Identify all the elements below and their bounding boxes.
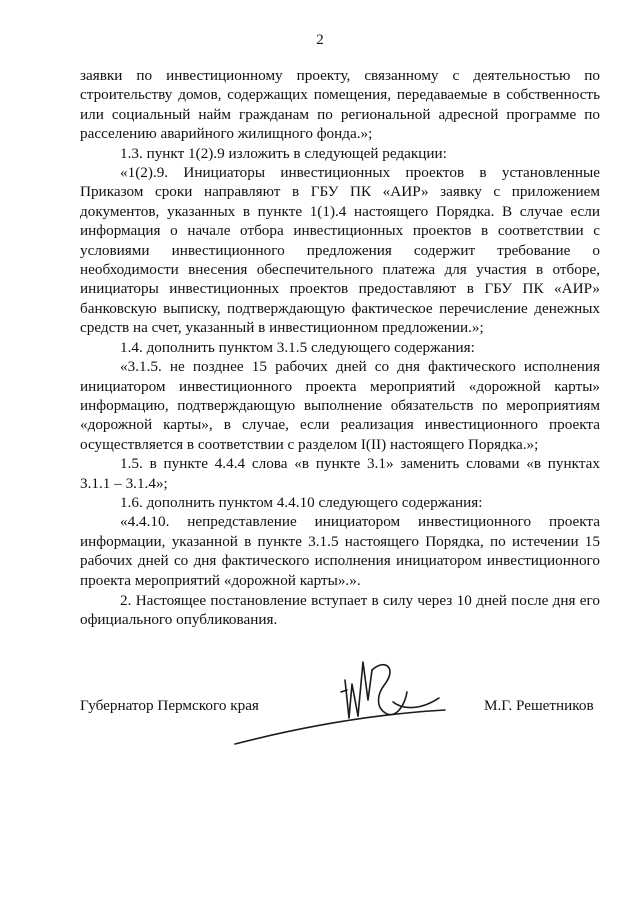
signatory-title: Губернатор Пермского края	[80, 697, 259, 714]
signatory-name: М.Г. Решетников	[484, 697, 594, 714]
paragraph-item-1-5: 1.5. в пункте 4.4.4 слова «в пункте 3.1» заменить словами «в пунктах 3.1.1 – 3.1.4»;	[80, 455, 600, 492]
paragraph-continuation: заявки по инвестиционному проекту, связанному с деятельностью по строительству домов, содержащих помещения, передаваемые в собственность или социальный найм гражданам по региональной адресной программе по расселению аварийного жилищного фонда.»;	[80, 67, 600, 143]
paragraph-clause-4-4-10: «4.4.10. непредставление инициатором инвестиционного проекта информации, указанной в пункте 3.1.5 настоящего Порядка, по истечении 15 рабочих дней со дня фактического исполнения инициатором инвестиционного проекта мероприятий «дорожной карты».».	[80, 513, 600, 589]
paragraph-item-1-6: 1.6. дополнить пунктом 4.4.10 следующего содержания:	[120, 493, 483, 511]
paragraph-item-1-3: 1.3. пункт 1(2).9 изложить в следующей редакции:	[120, 144, 447, 162]
paragraph-clause-1-2-9: «1(2).9. Инициаторы инвестиционных проектов в установленные Приказом сроки направляют в ГБУ ПК «АИР» заявку с приложением документов, указанных в пункте 1(1).4 настоящего Порядка. В случае если информация о начале отбора инвестиционных проектов в соответствии с условиями инвестиционного предложения содержит требование о необходимости внесения обеспечительного платежа для участия в отборе, инициаторы инвестиционных проектов предоставляют в ГБУ ПК «АИР» банковскую выписку, подтверждающую фактическое перечисление денежных средств на счет, указанный в инвестиционном предложении.»;	[80, 164, 600, 337]
paragraph-item-2: 2. Настоящее постановление вступает в силу через 10 дней после дня его официального опубликования.	[80, 591, 600, 629]
handwritten-signature	[225, 640, 475, 750]
page-number: 2	[316, 32, 324, 48]
paragraph-item-1-4: 1.4. дополнить пунктом 3.1.5 следующего содержания:	[120, 338, 475, 356]
document-body	[80, 66, 600, 630]
paragraph-clause-3-1-5: «3.1.5. не позднее 15 рабочих дней со дня фактического исполнения инициатором инвестиционного проекта мероприятий «дорожной карты» информацию, подтверждающую выполнение обязательств по мероприятиям «дорожной карты», в случае, если реализация инвестиционного проекта осуществляется в соответствии с разделом I(II) настоящего Порядка.»;	[80, 358, 600, 453]
signature-block	[0, 640, 640, 780]
